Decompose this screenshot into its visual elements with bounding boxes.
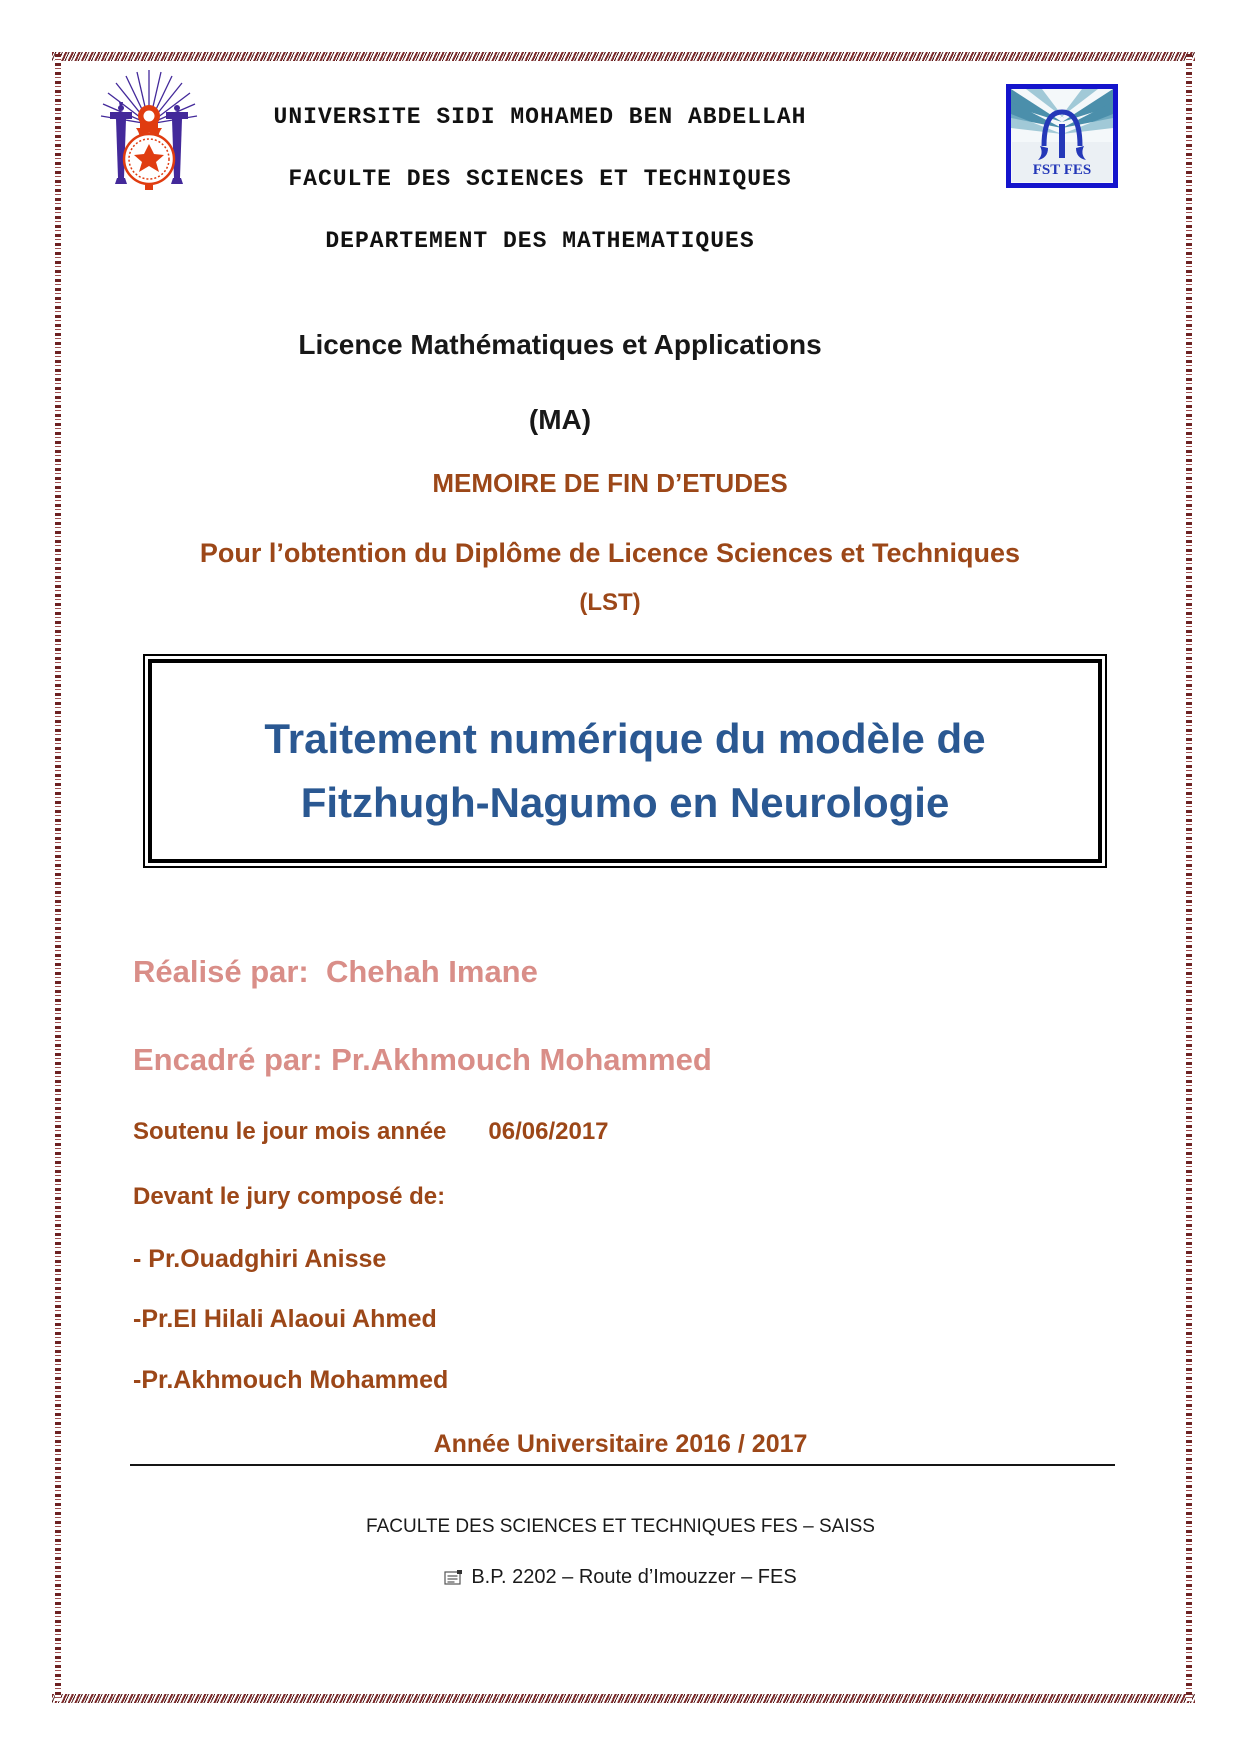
page-border-top: [52, 52, 1195, 61]
footer-faculty: FACULTE DES SCIENCES ET TECHNIQUES FES – SAISS: [366, 1516, 875, 1537]
defense-date-value: 06/06/2017: [488, 1118, 609, 1145]
fst-fes-logo: [1006, 84, 1118, 193]
footer-address-line: [0, 1566, 1241, 1591]
department-name: DEPARTEMENT DES MATHEMATIQUES: [325, 228, 755, 254]
university-name: UNIVERSITE SIDI MOHAMED BEN ABDELLAH: [273, 104, 807, 130]
supervisor-line: Encadré par: Pr.Akhmouch Mohammed: [133, 1042, 712, 1077]
lst-abbrev: (LST): [579, 589, 641, 616]
thesis-title-line2: Fitzhugh-Nagumo en Neurologie: [300, 779, 950, 826]
memoire-heading: MEMOIRE DE FIN D’ETUDES: [432, 468, 788, 498]
footer-divider: [130, 1464, 1115, 1466]
page-border-bottom: [52, 1694, 1195, 1703]
degree-abbrev: (MA): [528, 404, 592, 435]
footer-address: B.P. 2202 – Route d’Imouzzer – FES: [471, 1566, 797, 1588]
thesis-title-box-inner: [148, 659, 1102, 863]
mail-icon: [444, 1568, 463, 1591]
jury-intro: Devant le jury composé de:: [133, 1183, 446, 1210]
author-line: Réalisé par: Chehah Imane: [133, 954, 538, 989]
jury-member-3: -Pr.Akhmouch Mohammed: [133, 1366, 449, 1394]
academic-year: Année Universitaire 2016 / 2017: [433, 1430, 808, 1458]
defense-date-line: [133, 1118, 609, 1146]
defense-date-label: Soutenu le jour mois année: [133, 1118, 447, 1145]
degree-name: Licence Mathématiques et Applications: [298, 329, 822, 360]
fst-logo-text: FST FES: [1032, 162, 1092, 178]
jury-member-1: - Pr.Ouadghiri Anisse: [133, 1245, 387, 1273]
purpose-line: Pour l’obtention du Diplôme de Licence Sciences et Techniques: [199, 538, 1021, 568]
thesis-title-line1: Traitement numérique du modèle de: [264, 715, 986, 762]
jury-member-2: -Pr.El Hilali Alaoui Ahmed: [133, 1305, 437, 1333]
thesis-title-box: [143, 654, 1107, 868]
faculty-name: FACULTE DES SCIENCES ET TECHNIQUES: [288, 166, 792, 192]
